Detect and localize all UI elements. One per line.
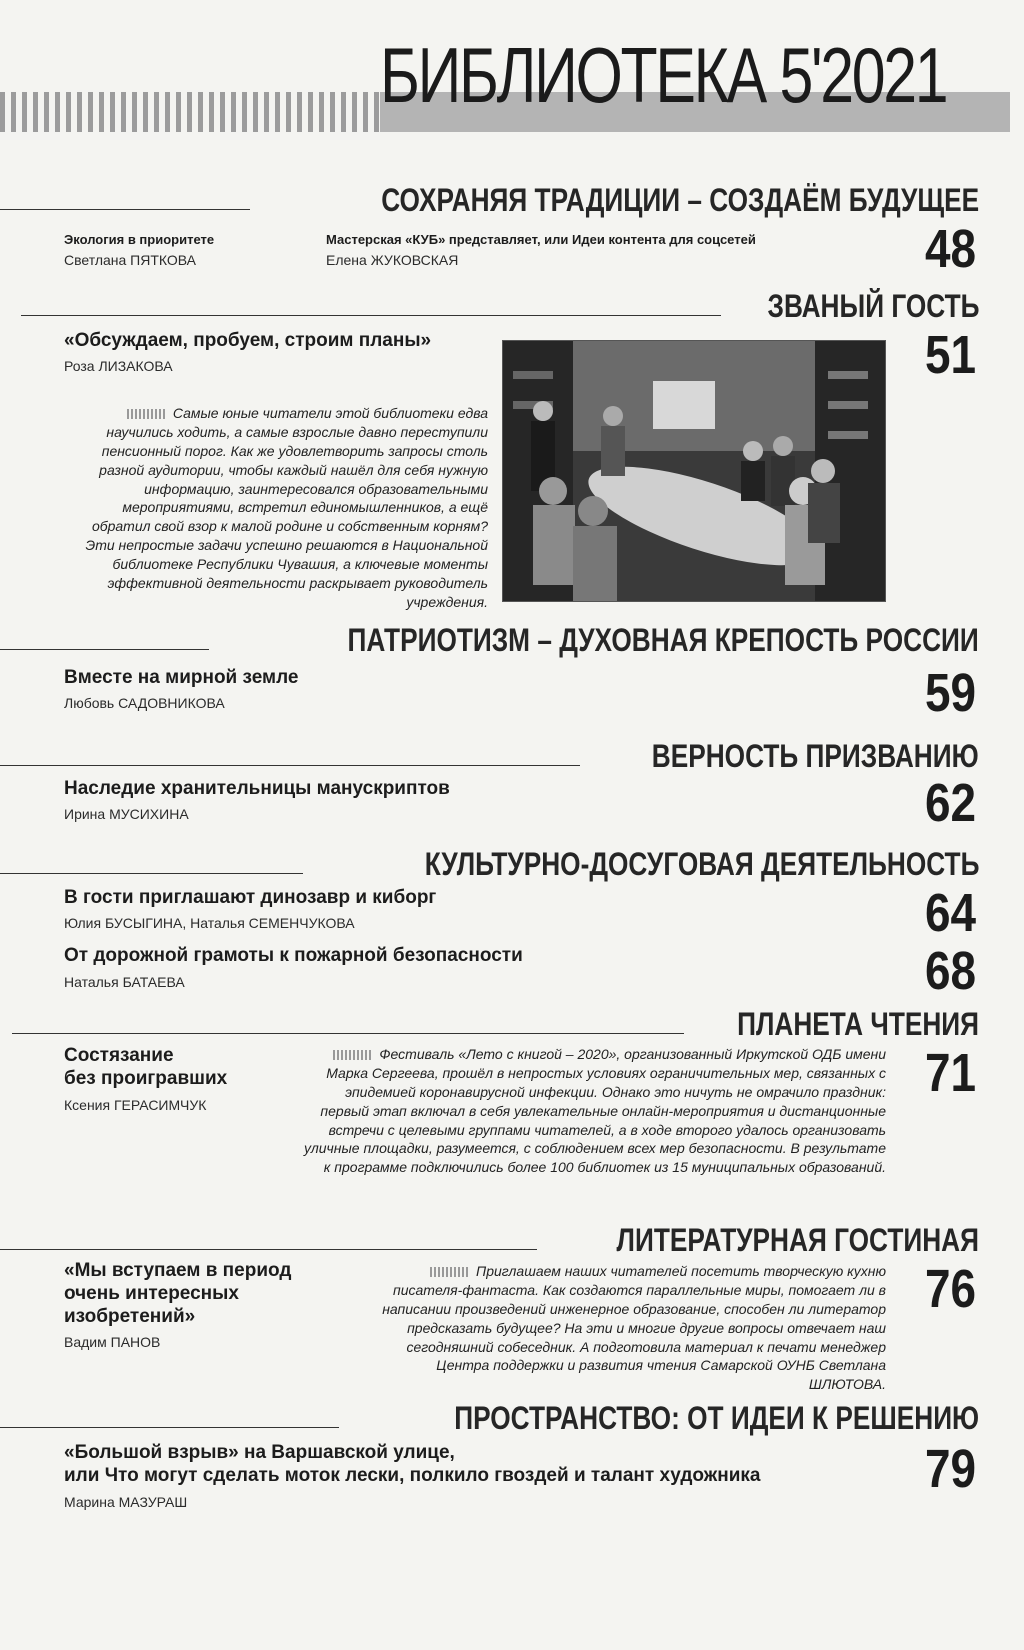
article-title-line: или Что могут сделать моток лески, полкило гвоздей и талант художника: [64, 1464, 761, 1486]
article-title[interactable]: [64, 1442, 760, 1488]
page-number: 71: [924, 1043, 976, 1103]
section-title: ЗВАНЫЙ ГОСТЬ: [767, 288, 979, 324]
page-number: 76: [924, 1259, 976, 1319]
article-author: Марина МАЗУРАШ: [64, 1494, 188, 1510]
section-heading-traditions: [0, 184, 979, 216]
article-lead: [60, 404, 488, 612]
article-title-line: без проигравших: [64, 1067, 228, 1089]
article-author: Юлия БУСЫГИНА, Наталья СЕМЕНЧУКОВА: [64, 915, 355, 931]
section-title: КУЛЬТУРНО-ДОСУГОВАЯ ДЕЯТЕЛЬНОСТЬ: [424, 846, 979, 882]
article-author: Ксения ГЕРАСИМЧУК: [64, 1097, 207, 1113]
article-lead: [300, 1045, 886, 1177]
section-rule: [0, 648, 209, 650]
section-rule: [0, 208, 250, 210]
section-heading-literary-lounge: [0, 1224, 979, 1256]
page-number: 62: [924, 773, 976, 833]
section-heading-leisure: [0, 848, 979, 880]
article-author: Роза ЛИЗАКОВА: [64, 358, 173, 374]
section-title: ПРОСТРАНСТВО: ОТ ИДЕИ К РЕШЕНИЮ: [454, 1400, 979, 1436]
article-title[interactable]: Мастерская «КУБ» представляет, или Идеи контента для соцсетей: [326, 232, 756, 247]
article-title[interactable]: «Обсуждаем, пробуем, строим планы»: [64, 330, 432, 351]
page-number: 59: [924, 663, 976, 723]
meeting-photo: [502, 340, 886, 602]
page-number: 48: [924, 219, 976, 279]
page-number: 64: [924, 883, 976, 943]
section-rule: [12, 1032, 684, 1034]
section-rule: [0, 1248, 537, 1250]
meeting-photo-image: [503, 341, 885, 601]
section-heading-patriotism: [0, 624, 979, 656]
section-heading-guest: [21, 290, 979, 322]
article-lead: [360, 1262, 886, 1394]
article-author: Любовь САДОВНИКОВА: [64, 695, 225, 711]
section-title: ВЕРНОСТЬ ПРИЗВАНИЮ: [652, 738, 979, 774]
article-author: Вадим ПАНОВ: [64, 1334, 161, 1350]
article-title[interactable]: Экология в приоритете: [64, 232, 215, 247]
article-title[interactable]: От дорожной грамоты к пожарной безопасности: [64, 945, 523, 966]
article-title[interactable]: Наследие хранительницы манускриптов: [64, 778, 450, 799]
section-rule: [0, 764, 580, 766]
magazine-title: БИБЛИОТЕКА 5'2021: [380, 31, 947, 119]
article-author: Ирина МУСИХИНА: [64, 806, 189, 822]
article-title-line: Состязание: [64, 1045, 174, 1066]
article-author: Светлана ПЯТКОВА: [64, 252, 197, 268]
article-title-line: «Мы вступаем в период: [64, 1260, 292, 1281]
article-title[interactable]: В гости приглашают динозавр и киборг: [64, 887, 437, 908]
section-title: ЛИТЕРАТУРНАЯ ГОСТИНАЯ: [616, 1222, 979, 1258]
section-rule: [0, 1426, 339, 1428]
article-title[interactable]: Вместе на мирной земле: [64, 667, 299, 688]
page-number: 68: [924, 941, 976, 1001]
article-title-line: «Большой взрыв» на Варшавской улице,: [64, 1442, 455, 1463]
lead-text: Приглашаем наших читателей посетить творческую кухню писателя-фантаста. Как создаются параллельные миры, помогает ли в написании произведений инженерное образование, способен ли литератор предсказать будущее? На эти и многие другие вопросы отвечает наш сегодняшний собеседник. А подготовила материал к печати менеджер Центра поддержки и развития чтения Самарской ОУНБ Светлана ШЛЮТОВА.: [382, 1263, 886, 1393]
article-title[interactable]: [64, 1045, 227, 1091]
lead-marker: [333, 1050, 373, 1060]
page-number: 79: [924, 1439, 976, 1499]
lead-marker: [430, 1267, 470, 1277]
section-heading-reading-planet: [12, 1008, 979, 1040]
lead-text: Самые юные читатели этой библиотеки едва научились ходить, а самые взрослые давно переступили пенсионный порог. Как же удовлетворить запросы столь разной аудитории, чтобы каждый нашёл для себя нужную информацию, заинтересовался образовательными мероприятиями, встретил единомышленников, а ещё обратил свой взор к малой родине и собственным корням? Эти непростые задачи успешно решаются в Национальной библиотеке Республики Чувашия, а ключевые моменты эффективной деятельности раскрывает руководитель учреждения.: [85, 405, 488, 610]
section-heading-vocation: [0, 740, 979, 772]
article-title-line: очень интересных: [64, 1282, 239, 1304]
section-rule: [21, 314, 721, 316]
section-title: ПЛАНЕТА ЧТЕНИЯ: [737, 1006, 979, 1042]
lead-marker: [127, 409, 167, 419]
article-author: Наталья БАТАЕВА: [64, 974, 185, 990]
section-title: ПАТРИОТИЗМ – ДУХОВНАЯ КРЕПОСТЬ РОССИИ: [347, 622, 979, 658]
article-author: Елена ЖУКОВСКАЯ: [326, 252, 459, 268]
section-heading-space: [0, 1402, 979, 1434]
article-title-line: изобретений»: [64, 1305, 196, 1327]
section-title: СОХРАНЯЯ ТРАДИЦИИ – СОЗДАЁМ БУДУЩЕЕ: [381, 182, 979, 218]
page-number: 51: [924, 325, 976, 385]
article-title[interactable]: [64, 1260, 291, 1328]
section-rule: [0, 872, 303, 874]
lead-text: Фестиваль «Лето с книгой – 2020», организованный Иркутской ОДБ имени Марка Сергеева, прошёл в непростых условиях ограничительных мер, связанных с эпидемией коронавирусной инфекции. Однако это ничуть не омрачило праздник: первый этап включал в себя увлекательные онлайн-мероприятия и дистанционные встречи с целевыми группами читателей, а в ходе второго удалось организовать уличные площадки, разумеется, с соблюдением всех мер безопасности. В результате к программе подключились более 100 библиотек из 15 муниципальных образований.: [304, 1046, 886, 1176]
